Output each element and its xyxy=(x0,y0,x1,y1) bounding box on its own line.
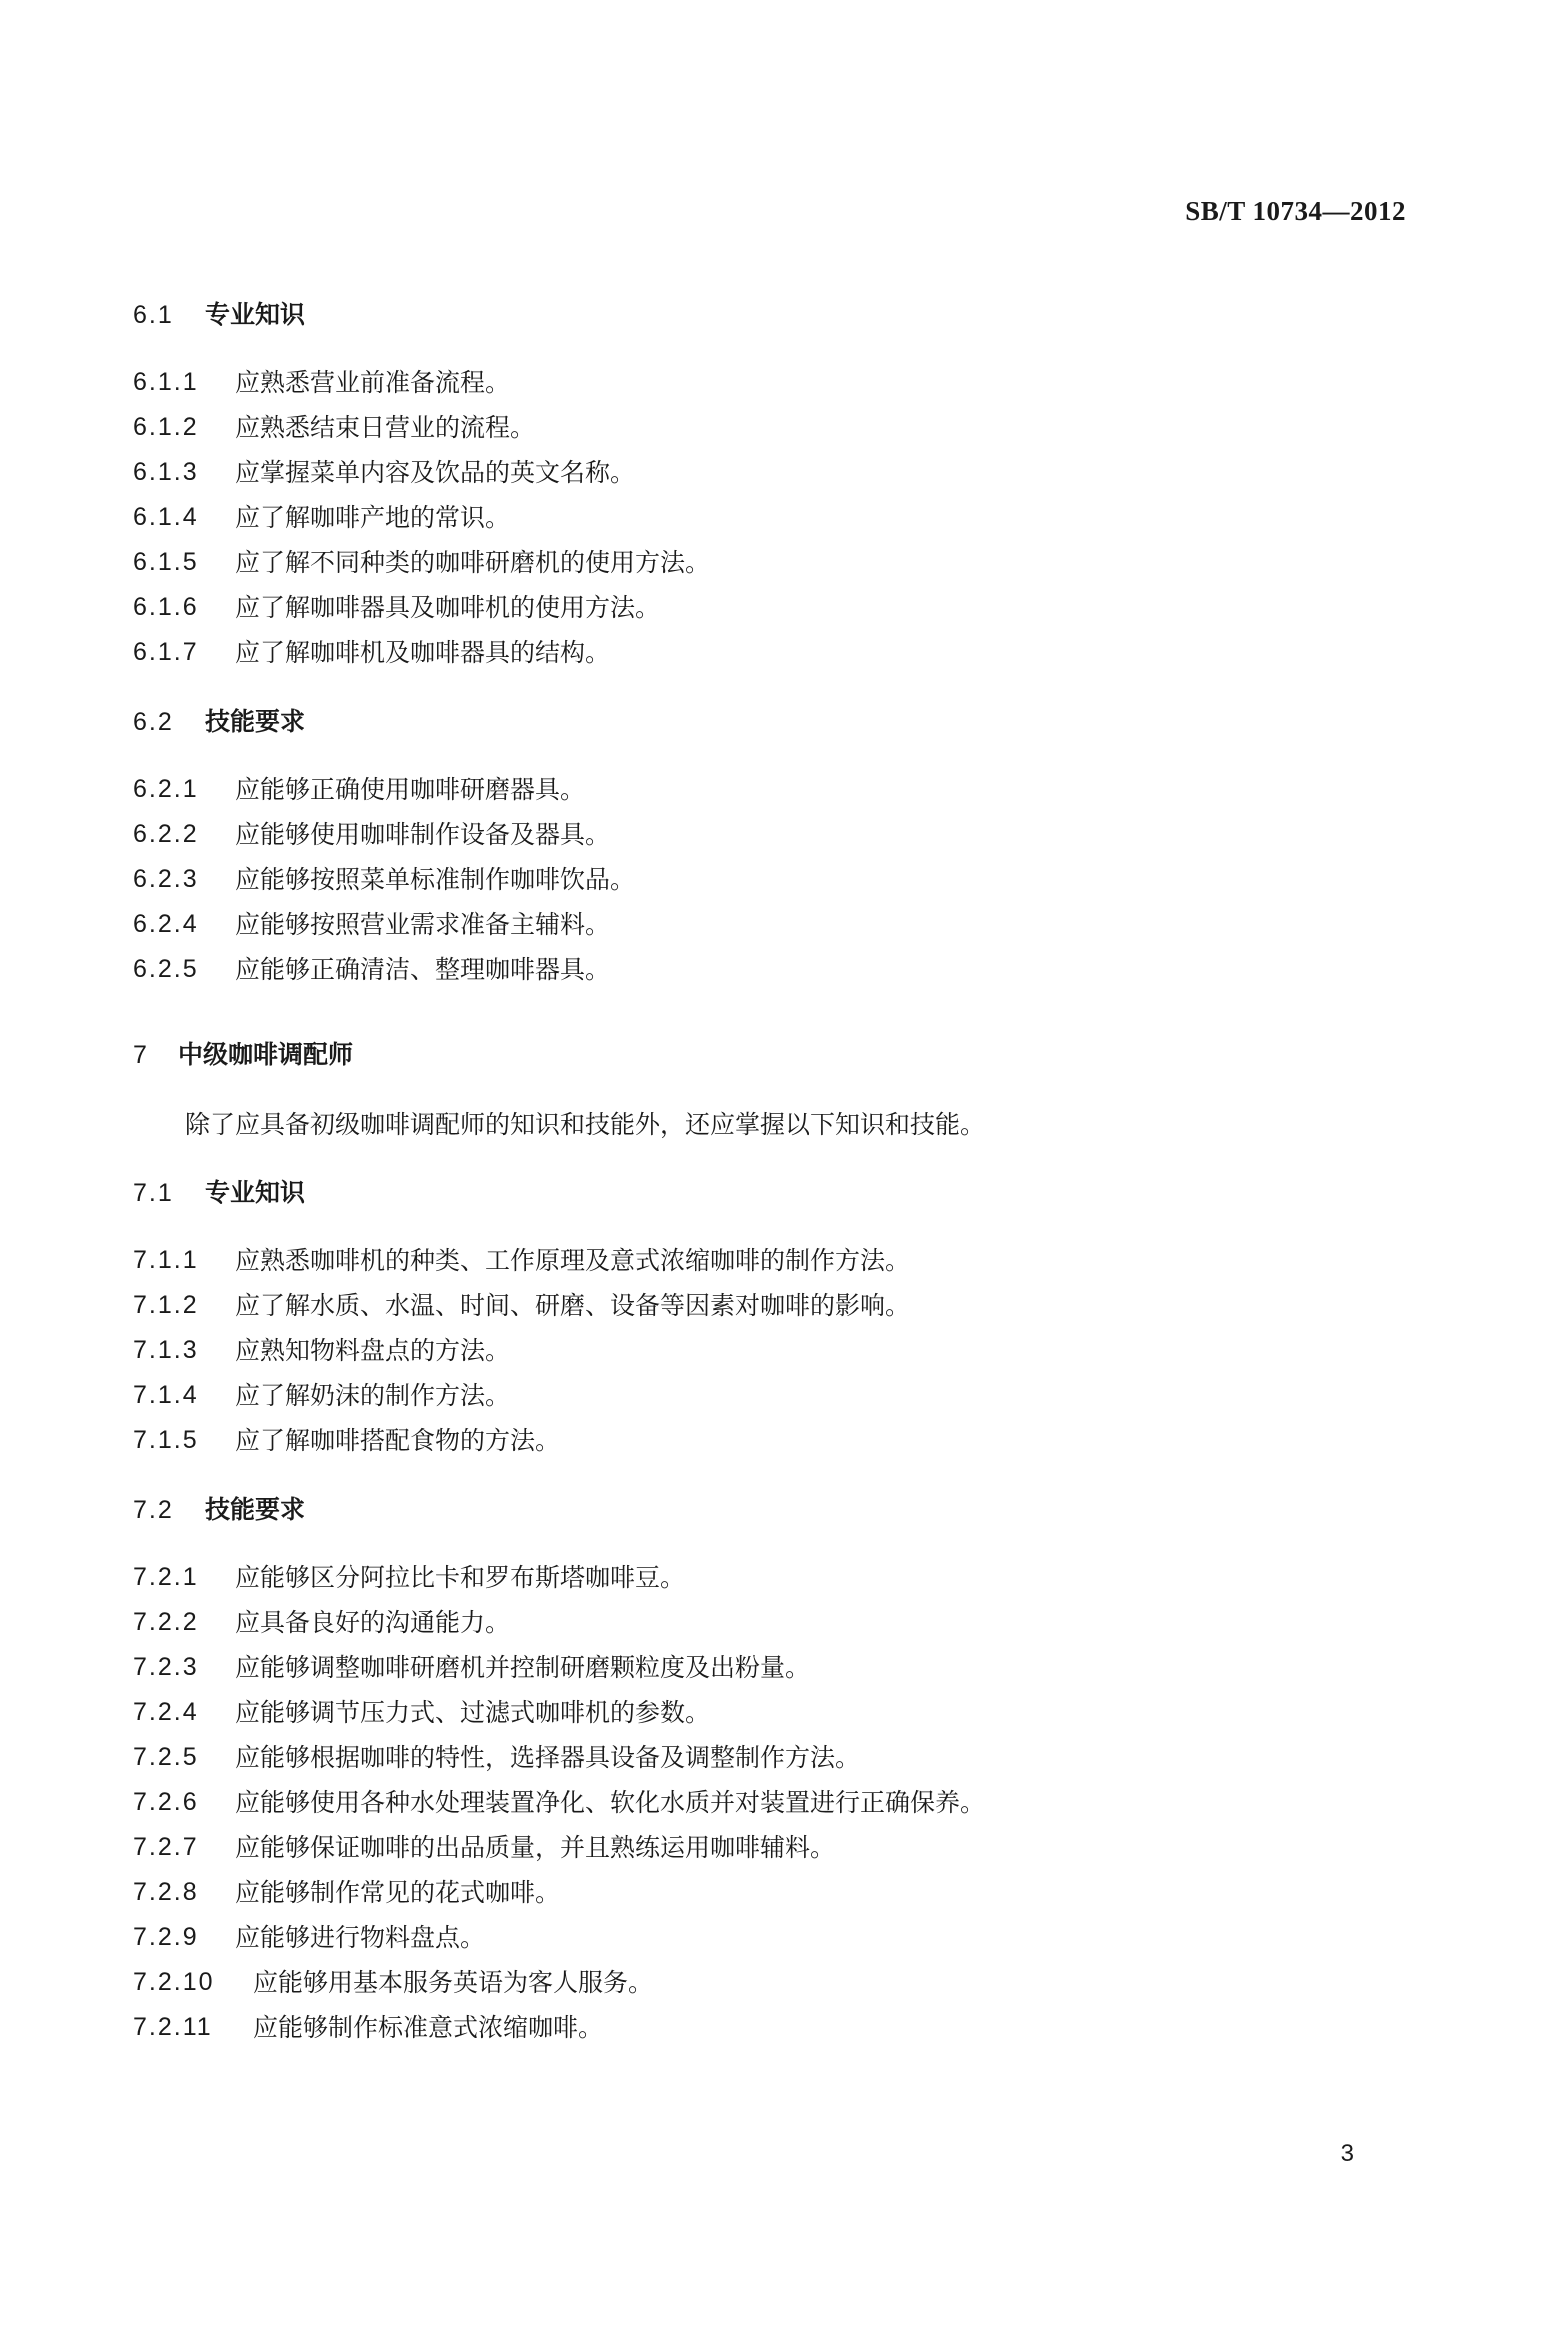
clause-7-1-3 xyxy=(133,1328,1433,1373)
clause-text: 应了解水质、水温、时间、研磨、设备等因素对咖啡的影响。 xyxy=(235,1291,911,1320)
section-title: 专业知识 xyxy=(205,300,306,329)
clause-number: 6.2.3 xyxy=(133,865,199,893)
clause-text: 应能够正确清洁、整理咖啡器具。 xyxy=(235,955,611,984)
clause-number: 7.1.5 xyxy=(133,1426,199,1454)
clause-text: 应能够根据咖啡的特性，选择器具设备及调整制作方法。 xyxy=(235,1743,861,1772)
clause-6-2-5 xyxy=(133,947,1433,992)
clause-number: 6.1.5 xyxy=(133,548,199,576)
clause-text: 应掌握菜单内容及饮品的英文名称。 xyxy=(235,458,636,487)
clause-text: 应能够使用咖啡制作设备及器具。 xyxy=(235,820,611,849)
clause-text: 应能够按照菜单标准制作咖啡饮品。 xyxy=(235,865,636,894)
section-number: 6.1 xyxy=(133,301,174,329)
clause-text: 应具备良好的沟通能力。 xyxy=(235,1608,511,1637)
clause-text: 应熟知物料盘点的方法。 xyxy=(235,1336,511,1365)
clause-text: 应熟悉咖啡机的种类、工作原理及意式浓缩咖啡的制作方法。 xyxy=(235,1246,911,1275)
clause-number: 6.2.2 xyxy=(133,820,199,848)
clause-6-1-1 xyxy=(133,360,1433,405)
clause-text: 应了解咖啡器具及咖啡机的使用方法。 xyxy=(235,593,661,622)
clause-6-2-2 xyxy=(133,812,1433,857)
clause-number: 7.1.1 xyxy=(133,1246,199,1274)
clause-7-1-2 xyxy=(133,1283,1433,1328)
clause-7-2-10 xyxy=(133,1960,1433,2005)
chapter-heading-7 xyxy=(133,1032,1433,1078)
clause-7-2-4 xyxy=(133,1690,1433,1735)
clause-number: 7.2.4 xyxy=(133,1698,199,1726)
clause-6-2-4 xyxy=(133,902,1433,947)
clause-number: 7.2.8 xyxy=(133,1878,199,1906)
document-code: SB/T 10734—2012 xyxy=(1185,196,1406,226)
clause-7-2-7 xyxy=(133,1825,1433,1870)
clause-number: 6.2.1 xyxy=(133,775,199,803)
section-number: 6.2 xyxy=(133,708,174,736)
section-title: 技能要求 xyxy=(205,707,306,736)
section-number: 7.2 xyxy=(133,1496,174,1524)
clause-number: 6.2.4 xyxy=(133,910,199,938)
clause-number: 6.1.2 xyxy=(133,413,199,441)
clause-6-1-3 xyxy=(133,450,1433,495)
clause-text: 应了解咖啡产地的常识。 xyxy=(235,503,511,532)
clause-text: 应熟悉营业前准备流程。 xyxy=(235,368,511,397)
clause-number: 6.1.7 xyxy=(133,638,199,666)
section-heading-7-1 xyxy=(133,1170,1433,1216)
clause-6-1-7 xyxy=(133,630,1433,675)
clause-text: 应能够区分阿拉比卡和罗布斯塔咖啡豆。 xyxy=(235,1563,686,1592)
clause-number: 7.2.1 xyxy=(133,1563,199,1591)
section-title: 专业知识 xyxy=(205,1178,306,1207)
clause-text: 应能够调节压力式、过滤式咖啡机的参数。 xyxy=(235,1698,711,1727)
section-heading-6-1 xyxy=(133,292,1433,338)
clause-7-2-6 xyxy=(133,1780,1433,1825)
clause-7-2-1 xyxy=(133,1555,1433,1600)
clause-number: 6.1.1 xyxy=(133,368,199,396)
clause-text: 应了解奶沫的制作方法。 xyxy=(235,1381,511,1410)
clause-6-1-6 xyxy=(133,585,1433,630)
clause-text: 应能够调整咖啡研磨机并控制研磨颗粒度及出粉量。 xyxy=(235,1653,811,1682)
clause-number: 7.2.10 xyxy=(133,1968,215,1996)
clause-number: 7.2.5 xyxy=(133,1743,199,1771)
clause-number: 6.1.6 xyxy=(133,593,199,621)
document-body xyxy=(133,292,1433,2050)
chapter-title: 中级咖啡调配师 xyxy=(178,1040,354,1069)
clause-number: 6.1.3 xyxy=(133,458,199,486)
clause-text: 应了解咖啡搭配食物的方法。 xyxy=(235,1426,561,1455)
clause-7-1-1 xyxy=(133,1238,1433,1283)
section-heading-6-2 xyxy=(133,699,1433,745)
clause-text: 应能够使用各种水处理装置净化、软化水质并对装置进行正确保养。 xyxy=(235,1788,986,1817)
clause-7-2-3 xyxy=(133,1645,1433,1690)
section-heading-7-2 xyxy=(133,1487,1433,1533)
clause-number: 6.1.4 xyxy=(133,503,199,531)
clause-number: 7.2.2 xyxy=(133,1608,199,1636)
page-number: 3 xyxy=(1340,2140,1354,2167)
clause-6-2-3 xyxy=(133,857,1433,902)
clause-text: 应了解咖啡机及咖啡器具的结构。 xyxy=(235,638,611,667)
clause-number: 7.2.7 xyxy=(133,1833,199,1861)
clause-text: 应了解不同种类的咖啡研磨机的使用方法。 xyxy=(235,548,711,577)
clause-number: 7.1.2 xyxy=(133,1291,199,1319)
clause-text: 应能够保证咖啡的出品质量，并且熟练运用咖啡辅料。 xyxy=(235,1833,836,1862)
clause-text: 应熟悉结束日营业的流程。 xyxy=(235,413,536,442)
clause-number: 6.2.5 xyxy=(133,955,199,983)
clause-7-2-8 xyxy=(133,1870,1433,1915)
clause-6-1-5 xyxy=(133,540,1433,585)
clause-number: 7.2.6 xyxy=(133,1788,199,1816)
clause-text: 应能够制作常见的花式咖啡。 xyxy=(235,1878,561,1907)
clause-7-1-4 xyxy=(133,1373,1433,1418)
clause-6-1-2 xyxy=(133,405,1433,450)
clause-text: 应能够按照营业需求准备主辅料。 xyxy=(235,910,611,939)
chapter-number: 7 xyxy=(133,1041,149,1069)
clause-7-2-11 xyxy=(133,2005,1433,2050)
clause-number: 7.2.3 xyxy=(133,1653,199,1681)
section-number: 7.1 xyxy=(133,1179,174,1207)
clause-6-1-4 xyxy=(133,495,1433,540)
clause-text: 应能够正确使用咖啡研磨器具。 xyxy=(235,775,586,804)
clause-number: 7.1.4 xyxy=(133,1381,199,1409)
clause-number: 7.2.11 xyxy=(133,2013,213,2041)
clause-number: 7.2.9 xyxy=(133,1923,199,1951)
clause-7-2-5 xyxy=(133,1735,1433,1780)
clause-7-1-5 xyxy=(133,1418,1433,1463)
clause-text: 应能够制作标准意式浓缩咖啡。 xyxy=(253,2013,604,2042)
clause-6-2-1 xyxy=(133,767,1433,812)
clause-number: 7.1.3 xyxy=(133,1336,199,1364)
clause-7-2-9 xyxy=(133,1915,1433,1960)
section-title: 技能要求 xyxy=(205,1495,306,1524)
clause-text: 应能够用基本服务英语为客人服务。 xyxy=(253,1968,654,1997)
clause-text: 应能够进行物料盘点。 xyxy=(235,1923,486,1952)
chapter-intro: 除了应具备初级咖啡调配师的知识和技能外，还应掌握以下知识和技能。 xyxy=(185,1110,986,1139)
clause-7-2-2 xyxy=(133,1600,1433,1645)
